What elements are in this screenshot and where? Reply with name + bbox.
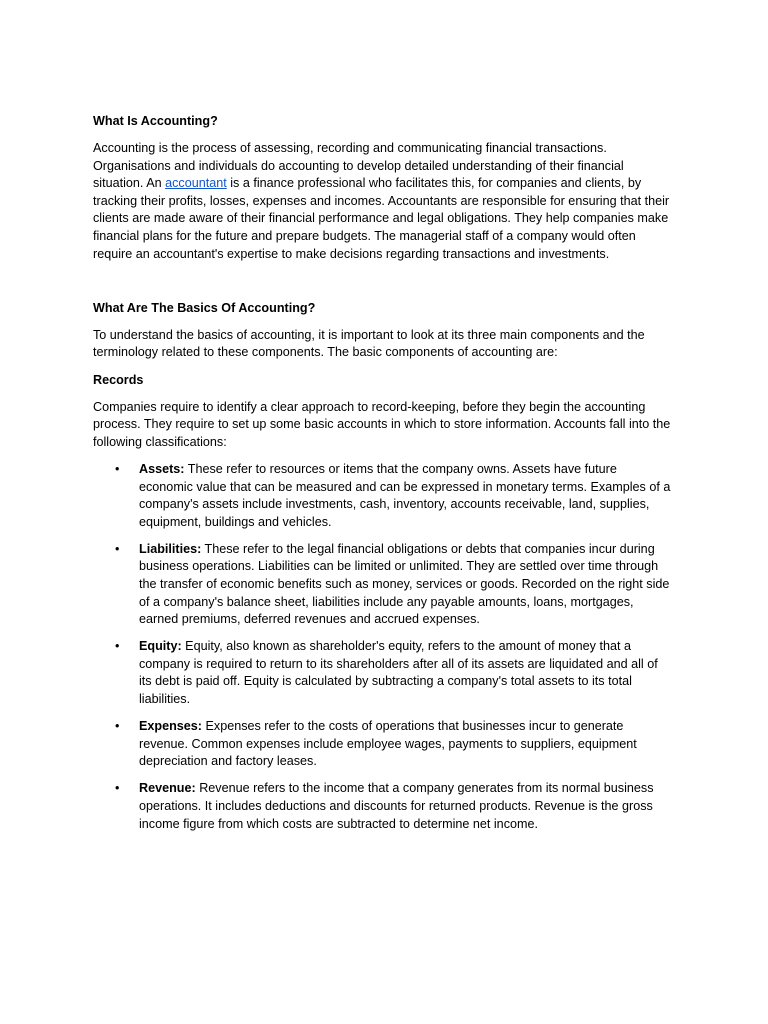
definition-assets: These refer to resources or items that the company owns. Assets have future economic value that can be measured and can be expressed in monetary terms. Examples of a company's assets include investments, cash, inventory, accounts receivable, land, supplies, equipment, buildings and vehicles. (139, 461, 671, 529)
section-spacer (93, 273, 673, 300)
paragraph-text-end: is a finance professional who facilitates this, for companies and clients, by tracking their profits, losses, expenses and incomes. Accountants are responsible for ensuring that their clients are made aware of their financial performance and legal obligations. They help companies make financial plans for the future and prepare budgets. The managerial staff of a company would often require an accountant's expertise to make decisions regarding transactions and investments. (93, 176, 670, 261)
bullet-icon: • (115, 541, 120, 556)
account-classifications-list (93, 461, 673, 833)
definition-equity: Equity, also known as shareholder's equity, refers to the amount of money that a company is required to return to its shareholders after all of its assets are liquidated and all of its debt is paid off. Equity is calculated by subtracting a company's total assets to its total liabilities. (139, 639, 658, 707)
records-paragraph: Companies require to identify a clear approach to record-keeping, before they begin the accounting process. They require to set up some basic accounts in which to store information. Accounts fall into the following classifications: (93, 399, 671, 449)
list-item-assets (93, 461, 673, 531)
accounting-definition-paragraph (93, 140, 673, 263)
definition-expenses: Expenses refer to the costs of operations that businesses incur to generate revenue. Common expenses include employee wages, payments to suppliers, equipment depreciation and factory leases. (139, 719, 637, 769)
term-liabilities: Liabilities: (139, 541, 202, 556)
list-item-equity (93, 638, 673, 708)
list-item-revenue (93, 780, 673, 833)
paragraph-text-start: Accounting is the process of assessing, recording and communicating financial transactions. Organisations and individuals do accounting to develop detailed understanding of their financial situation. An (93, 141, 624, 191)
section-heading-basics-of-accounting: What Are The Basics Of Accounting? (93, 300, 316, 315)
definition-liabilities: These refer to the legal financial obligations or debts that companies incur during business operations. Liabilities can be limited or unlimited. They are settled over time through the transfer of economic benefits such as money, services or goods. Recorded on the right side of a company's balance sheet, liabilities include any payable amounts, loans, mortgages, earned premiums, deferred revenues and accrued expenses. (139, 541, 670, 627)
term-assets: Assets: (139, 461, 185, 476)
document-page (93, 113, 673, 843)
basics-intro-paragraph: To understand the basics of accounting, it is important to look at its three main components and the terminology related to these components. The basic components of accounting are: (93, 327, 645, 360)
list-item-liabilities (93, 541, 673, 629)
records-subheading: Records (93, 372, 144, 387)
bullet-icon: • (115, 781, 120, 796)
bullet-icon: • (115, 639, 120, 654)
definition-revenue: Revenue refers to the income that a company generates from its normal business operations. It includes deductions and discounts for returned products. Revenue is the gross income figure from which costs are subtracted to determine net income. (139, 781, 654, 831)
term-expenses: Expenses: (139, 719, 202, 734)
term-revenue: Revenue: (139, 781, 196, 796)
bullet-icon: • (115, 461, 120, 476)
bullet-icon: • (115, 719, 120, 734)
accountant-link[interactable]: accountant (165, 176, 227, 191)
list-item-expenses (93, 718, 673, 771)
section-heading-what-is-accounting: What Is Accounting? (93, 114, 218, 128)
term-equity: Equity: (139, 639, 182, 654)
